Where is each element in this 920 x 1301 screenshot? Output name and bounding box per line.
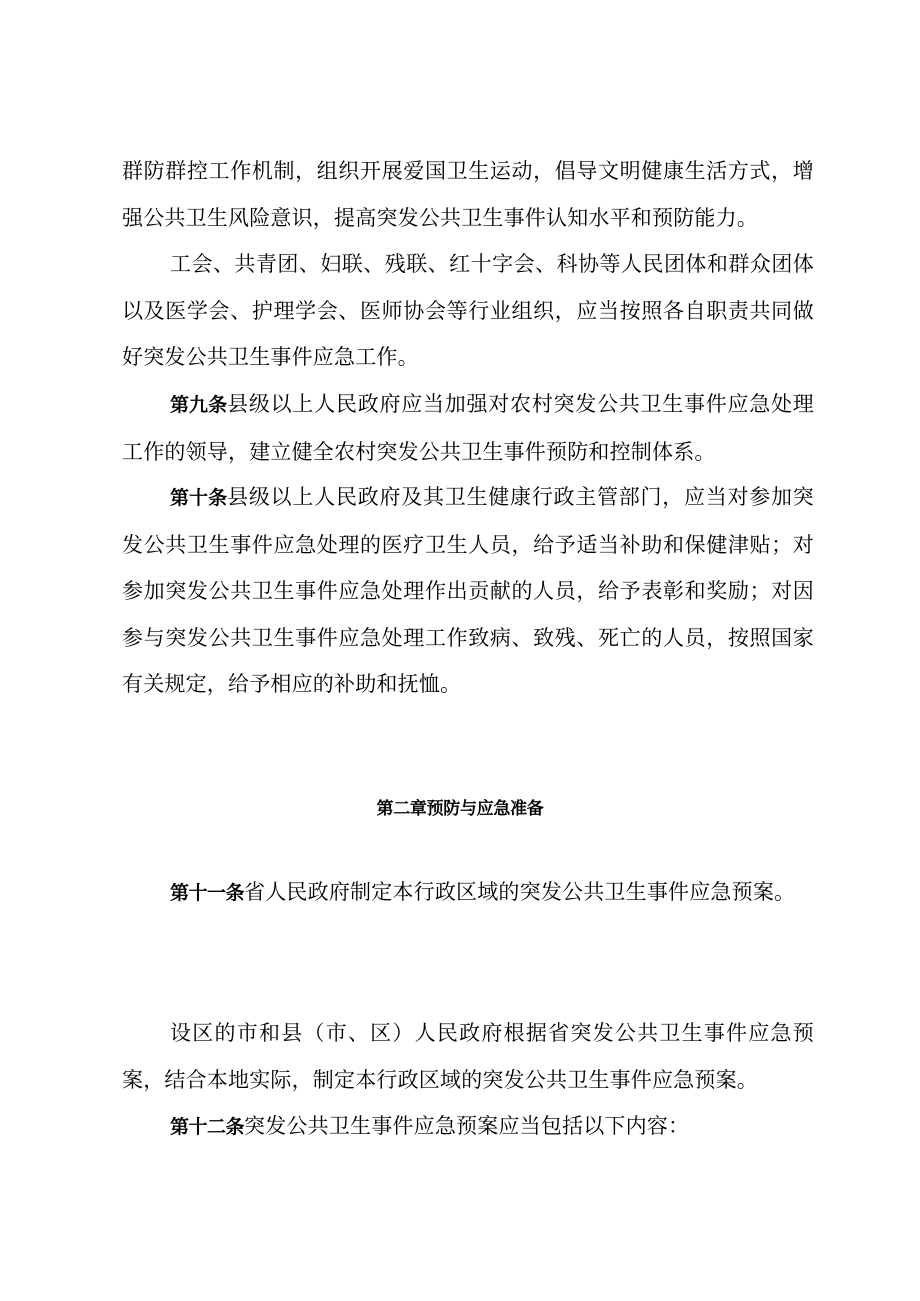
chapter-heading: 第二章预防与应急准备 [376, 799, 544, 819]
paragraph-text: 县级以上人民政府应当加强对农村突发公共卫生事件应急处理工作的领导，建立健全农村突发公共卫生事件预防和控制体系。 [122, 392, 814, 464]
paragraph-text: 突发公共卫生事件应急预案应当包括以下内容： [244, 1114, 690, 1138]
article-10 [122, 474, 814, 708]
paragraph-text: 工会、共青团、妇联、残联、红十字会、科协等人民团体和群众团体以及医学会、护理学会、医师协会等行业组织，应当按照各自职责共同做好突发公共卫生事件应急工作。 [122, 252, 814, 369]
paragraph-organizations [122, 241, 814, 381]
article-9 [122, 381, 814, 475]
article-number: 第十二条 [170, 1116, 245, 1138]
article-11 [122, 869, 814, 917]
article-number: 第十条 [170, 487, 228, 509]
article-number: 第十一条 [170, 882, 245, 904]
paragraph-text: 县级以上人民政府及其卫生健康行政主管部门，应当对参加突发公共卫生事件应急处理的医疗卫生人员，给予适当补助和保健津贴；对参加突发公共卫生事件应急处理作出贡献的人员，给予表彰和奖励；对因参与突发公共卫生事件应急处理工作致病、致残、死亡的人员，按照国家有关规定，给予相应的补助和抚恤。 [122, 485, 814, 696]
paragraph-continuation [122, 148, 814, 241]
article-number: 第九条 [170, 394, 228, 416]
paragraph-text: 省人民政府制定本行政区域的突发公共卫生事件应急预案。 [244, 880, 796, 904]
article-12 [122, 1103, 814, 1151]
paragraph-text: 群防群控工作机制，组织开展爱国卫生运动，倡导文明健康生活方式，增强公共卫生风险意识，提高突发公共卫生事件认知水平和预防能力。 [122, 159, 814, 230]
paragraph-local-plans [122, 1010, 814, 1103]
paragraph-text: 设区的市和县（市、区）人民政府根据省突发公共卫生事件应急预案，结合本地实际，制定本行政区域的突发公共卫生事件应急预案。 [122, 1021, 814, 1092]
